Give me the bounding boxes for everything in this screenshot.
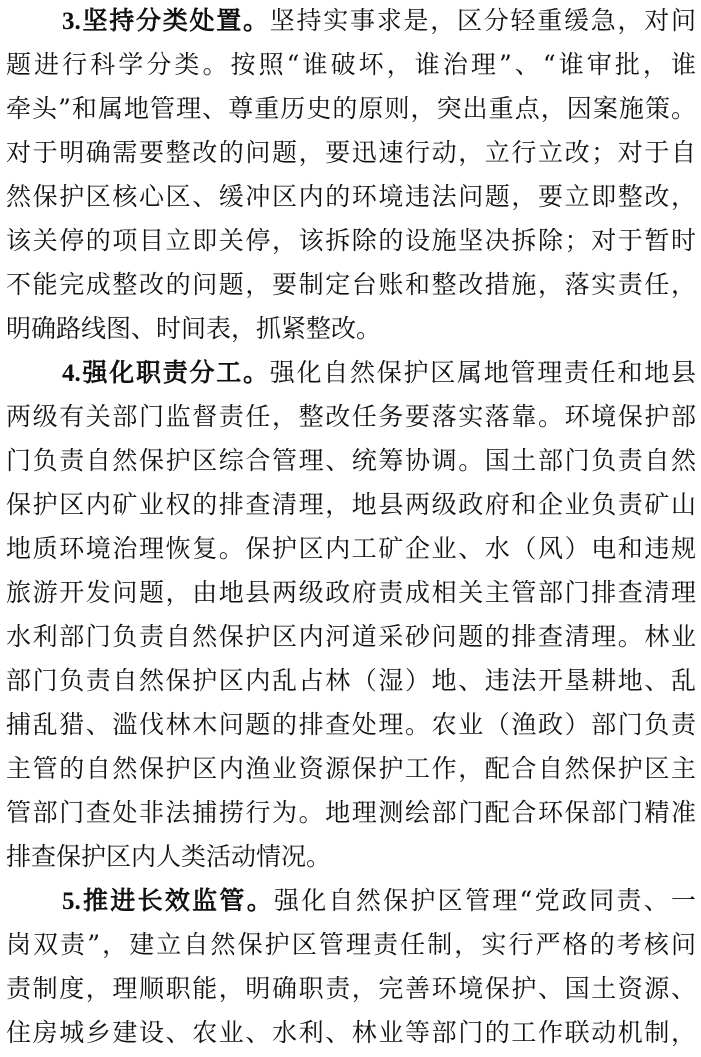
section-5-line-3: 住房城乡建设、农业、水利、林业等部门的工作联动机制，: [6, 1018, 696, 1047]
section-3-line-6: 不能完成整改的问题，要制定台账和整改措施，落实责任，: [6, 270, 696, 299]
section-4-line-11: 排查保护区内人类活动情况。: [6, 842, 332, 871]
section-3-first-line-text: 坚持实事求是，区分轻重缓急，对问: [269, 6, 696, 35]
section-3-line-7: 明确路线图、时间表，抓紧整改。: [6, 314, 382, 343]
section-4-number: 4.: [62, 360, 81, 387]
section-4-line-10: 管部门查处非法捕捞行为。地理测绘部门配合环保部门精准: [6, 798, 696, 827]
section-4-first-line-text: 强化自然保护区属地管理责任和地县: [269, 358, 696, 387]
section-4-heading-line: [62, 352, 696, 394]
section-5-first-line-text: 强化自然保护区管理“党政同责、一: [274, 886, 696, 915]
section-5-heading-line: [62, 880, 696, 922]
section-5-heading: 推进长效监管。: [80, 886, 274, 915]
section-3-line-3: 对于明确需要整改的问题，要迅速行动，立行立改；对于自: [6, 138, 696, 167]
section-3-line-1: 题进行科学分类。按照“谁破坏，谁治理”、“谁审批，谁: [6, 50, 696, 79]
section-3-heading-line: [62, 0, 696, 42]
section-4-line-1: 两级有关部门监督责任，整改任务要落实落靠。环境保护部: [6, 402, 696, 431]
section-5-line-1: 岗双责”，建立自然保护区管理责任制，实行严格的考核问: [6, 930, 696, 959]
section-3-heading: 坚持分类处置。: [80, 6, 270, 35]
section-4-heading: 强化职责分工。: [80, 358, 270, 387]
section-4-line-4: 地质环境治理恢复。保护区内工矿企业、水（风）电和违规: [6, 534, 696, 563]
section-3-line-2: 牵头”和属地管理、尊重历史的原则，突出重点，因案施策。: [6, 94, 696, 123]
section-5-number: 5.: [62, 888, 81, 915]
section-5-line-2: 责制度，理顺职能，明确职责，完善环境保护、国土资源、: [6, 974, 696, 1003]
section-4-line-8: 捕乱猎、滥伐林木问题的排查处理。农业（渔政）部门负责: [6, 710, 696, 739]
section-4-line-9: 主管的自然保护区内渔业资源保护工作，配合自然保护区主: [6, 754, 696, 783]
section-3-number: 3.: [62, 8, 81, 35]
section-3-line-5: 该关停的项目立即关停，该拆除的设施坚决拆除；对于暂时: [6, 226, 696, 255]
section-4-line-6: 水利部门负责自然保护区内河道采砂问题的排查清理。林业: [6, 622, 696, 651]
section-4-line-3: 保护区内矿业权的排查清理，地县两级政府和企业负责矿山: [6, 490, 696, 519]
section-4-line-2: 门负责自然保护区综合管理、统筹协调。国土部门负责自然: [6, 446, 696, 475]
section-4-line-5: 旅游开发问题，由地县两级政府责成相关主管部门排查清理: [6, 578, 696, 607]
section-3-line-4: 然保护区核心区、缓冲区内的环境违法问题，要立即整改，: [6, 182, 696, 211]
section-4-line-7: 部门负责自然保护区内乱占林（湿）地、违法开垦耕地、乱: [6, 666, 696, 695]
